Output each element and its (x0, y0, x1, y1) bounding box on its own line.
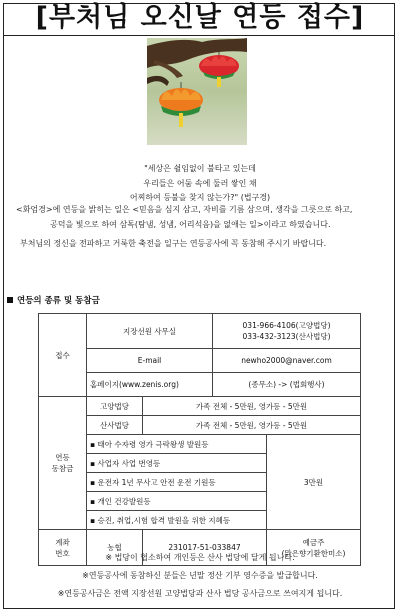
homepage-link[interactable]: 홈페이지(www.zenis.org) (87, 373, 213, 397)
section-heading (7, 294, 100, 306)
sansa-hall: 산사법당 (87, 416, 143, 435)
lotus-lantern-photo (147, 38, 247, 145)
quote-line: 우리들은 어둠 속에 둘러 쌓인 채 (143, 178, 257, 188)
table-row (39, 435, 361, 454)
intro-line: 부처님의 정신을 전파하고 거룩한 축전을 일구는 연등공사에 꼭 동참해 주시기 바랍니다. (20, 239, 327, 248)
goyang-hall: 고양법당 (87, 397, 143, 416)
phone-sansa: 033-432-3123(산사법당) (242, 332, 331, 341)
square-bullet-icon (7, 297, 13, 303)
intro-text (14, 203, 386, 252)
account-label: 계좌 번호 (39, 530, 87, 566)
table-row (39, 314, 361, 349)
email-address[interactable]: newho2000@naver.com (213, 349, 361, 373)
intro-line: 공덕을 빛으로 하여 삼독(탐냄, 성냄, 어리석음)을 없애는 일>이라고 하였습니다. (50, 219, 331, 229)
quote-line: 어찌하여 등불을 찾지 않는가?" (법구경) (129, 193, 271, 202)
wish-item: ▪ 승진, 취업,시험 합격 발원을 위한 지혜등 (87, 511, 267, 530)
table-row (39, 373, 361, 397)
table-row (39, 416, 361, 435)
goyang-price: 가족 전체 - 5만원, 영가등 - 5만원 (143, 397, 361, 416)
footer-note: ※연등공사에 동참하신 분들은 년말 정산 기부 영수증을 발급합니다. (82, 571, 318, 580)
footer-notes (0, 549, 400, 603)
wish-item: ▪ 운전자 1년 무사고 안전 운전 기원등 (87, 473, 267, 492)
email-label: E-mail (87, 349, 213, 373)
wish-price: 3만원 (267, 435, 361, 530)
quote-line: "세상은 쉴임없이 불타고 있는데 (144, 164, 256, 173)
phone-goyang: 031-966-4106(고양법당) (242, 321, 331, 330)
lantern-info-table (38, 313, 361, 566)
buddhist-quote (40, 162, 360, 206)
title-divider (3, 35, 395, 36)
reception-label: 접수 (39, 314, 87, 397)
page-title: [부처님 오신날 연등 접수] (35, 2, 365, 33)
bank-name: 농협 (87, 530, 143, 566)
office-name: 지장선원 사무실 (87, 314, 213, 349)
homepage-note: (종무소) -> (법회행사) (213, 373, 361, 397)
intro-line: <화엄경>에 연등을 밝히는 일은 <믿음을 심지 삼고, 자비를 기름 삼으며, 생각을 그릇으로 하고, (16, 205, 353, 214)
phone-numbers (213, 314, 361, 349)
table-row (39, 349, 361, 373)
footer-note: ※연등공사금은 전액 지장선원 고양법당과 산사 법당 공사금으로 쓰여지게 됩니다. (57, 589, 343, 598)
wish-item: ▪ 태아 수자령 영가 극락왕생 발원등 (87, 435, 267, 454)
sansa-price: 가족 전체 - 5만원, 영가등 - 5만원 (143, 416, 361, 435)
account-number: 231017-51-033847 (143, 530, 267, 566)
holder-name: (맑은향기환한미소) (281, 548, 346, 558)
table-row (39, 397, 361, 416)
footer-note: ※ 법당이 협소하여 개인등은 산사 법당에 달게 됩니다. (105, 553, 295, 562)
wish-item: ▪ 개인 건강발원등 (87, 492, 267, 511)
wish-item: ▪ 사업자 사업 번영등 (87, 454, 267, 473)
lantern-fee-label: 연등 동참금 (39, 397, 87, 530)
section-title: 연등의 종류 및 동참금 (17, 296, 100, 306)
holder-label: 예금주 (302, 537, 325, 547)
